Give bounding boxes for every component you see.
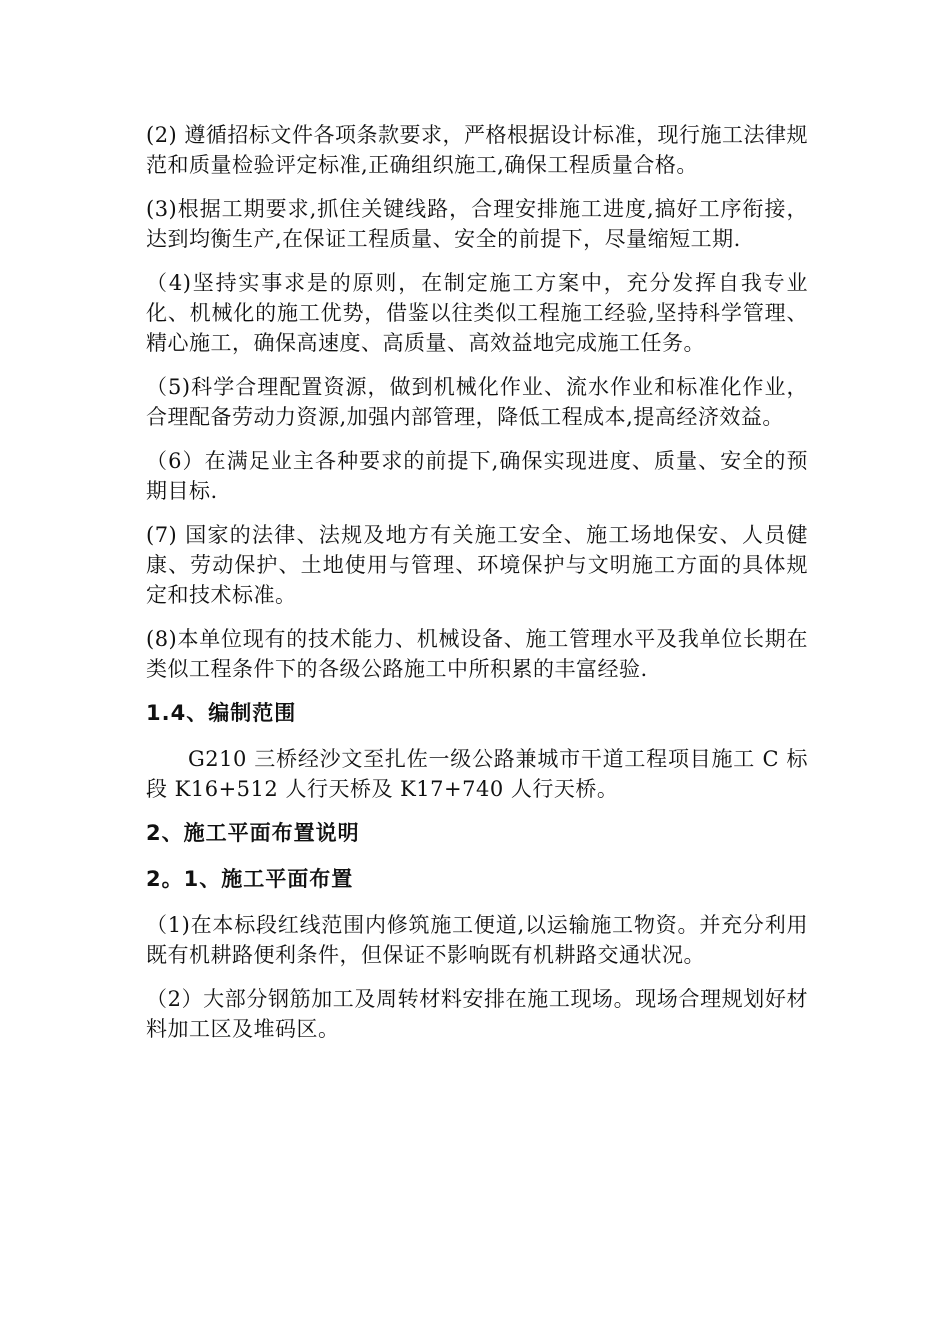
layout-item-2: （2）大部分钢筋加工及周转材料安排在施工现场。现场合理规划好材料加工区及堆码区。 (146, 987, 808, 1041)
section-heading-2: 2、施工平面布置说明 (146, 821, 360, 845)
section-heading-2-1: 2。1、施工平面布置 (146, 867, 354, 891)
basis-item-5: （5)科学合理配置资源，做到机械化作业、流水作业和标准化作业，合理配备劳动力资源,加强内部管理，降低工程成本,提高经济效益。 (146, 375, 808, 429)
scope-paragraph: G210 三桥经沙文至扎佐一级公路兼城市干道工程项目施工 C 标段 K16+512 人行天桥及 K17+740 人行天桥。 (146, 747, 808, 801)
basis-item-4: （4)坚持实事求是的原则，在制定施工方案中，充分发挥自我专业化、机械化的施工优势，借鉴以往类似工程施工经验,坚持科学管理、精心施工，确保高速度、高质量、高效益地完成施工任务。 (146, 271, 808, 355)
layout-item-1: （1)在本标段红线范围内修筑施工便道,以运输施工物资。并充分利用既有机耕路便利条件，但保证不影响既有机耕路交通状况。 (146, 913, 808, 967)
section-heading-1-4: 1.4、编制范围 (146, 701, 297, 725)
basis-item-8: (8)本单位现有的技术能力、机械设备、施工管理水平及我单位长期在类似工程条件下的各级公路施工中所积累的丰富经验. (146, 627, 808, 681)
basis-item-6: （6）在满足业主各种要求的前提下,确保实现进度、质量、安全的预期目标. (146, 449, 808, 503)
basis-item-3: (3)根据工期要求,抓住关键线路，合理安排施工进度,搞好工序衔接，达到均衡生产,在保证工程质量、安全的前提下，尽量缩短工期. (146, 197, 808, 251)
document-page (146, 120, 808, 1058)
basis-item-2: (2) 遵循招标文件各项条款要求，严格根据设计标准，现行施工法律规范和质量检验评定标准,正确组织施工,确保工程质量合格。 (146, 123, 808, 177)
basis-item-7: (7) 国家的法律、法规及地方有关施工安全、施工场地保安、人员健康、劳动保护、土地使用与管理、环境保护与文明施工方面的具体规定和技术标准。 (146, 523, 808, 607)
